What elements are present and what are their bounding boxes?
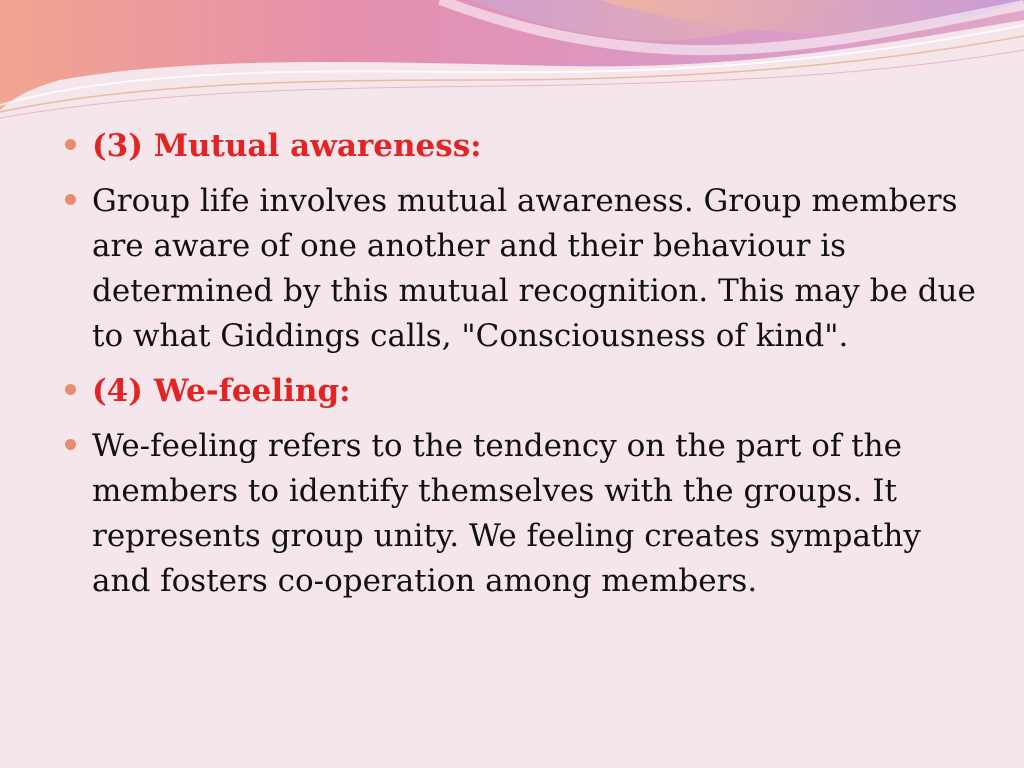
bullet-item-heading-we-feeling (60, 369, 980, 414)
bullet-heading: (4) We-feeling: (92, 373, 351, 409)
bullet-body-text: We-feeling refers to the tendency on the part of the members to identify themselves with the groups. It represents group unity. We feeling creates sympathy and fosters co-operation among members. (92, 428, 921, 599)
bullet-dot-icon (65, 139, 76, 150)
decorative-header-banner (0, 0, 1024, 130)
bullet-body-text: Group life involves mutual awareness. Group members are aware of one another and their behaviour is determined by this mutual recognition. This may be due to what Giddings calls, "Consciousness of kind". (92, 183, 976, 354)
bullet-dot-icon (65, 439, 76, 450)
bullet-item-we-feeling-text (60, 424, 980, 604)
bullet-dot-icon (65, 194, 76, 205)
bullet-heading: (3) Mutual awareness: (92, 128, 482, 164)
bullet-item-heading-mutual-awareness (60, 124, 980, 169)
bullet-item-mutual-awareness-text (60, 179, 980, 359)
bullet-dot-icon (65, 384, 76, 395)
slide-content (60, 124, 980, 614)
